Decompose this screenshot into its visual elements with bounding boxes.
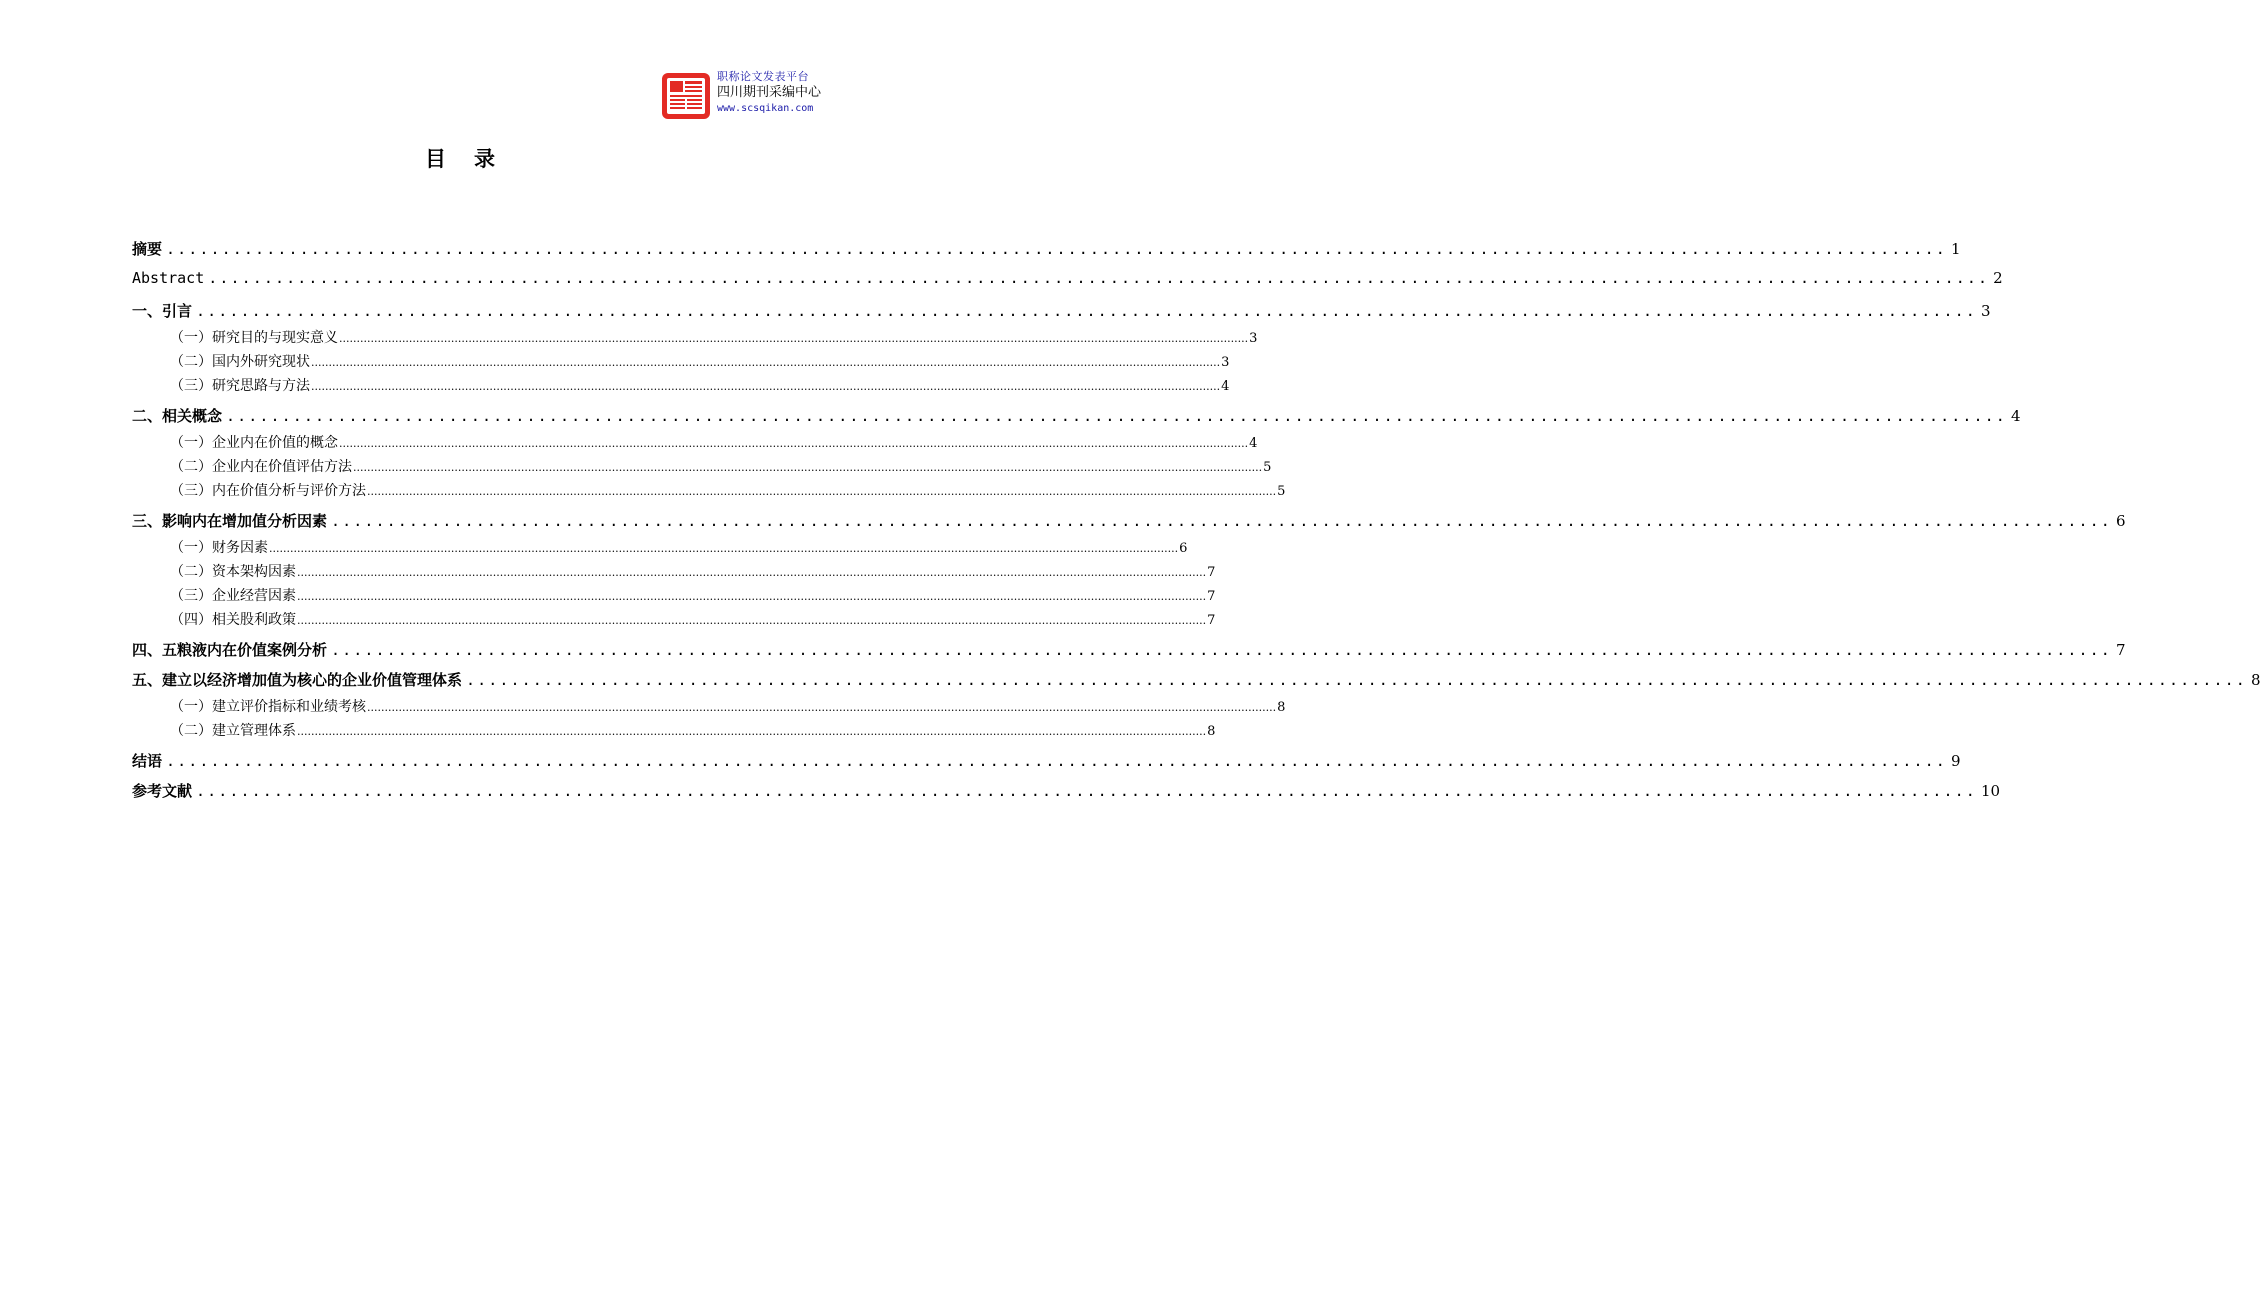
toc-entry-label: （三）内在价值分析与评价方法 [170,483,366,499]
toc-entry[interactable] [132,510,2126,531]
toc-subentry[interactable] [132,327,1258,347]
toc-entry[interactable] [132,639,2126,660]
toc-subentry[interactable] [132,585,1216,605]
toc-page-number: 4 [1221,379,1230,394]
logo-name: 四川期刊采编中心 [717,85,822,100]
toc-page-number: 5 [1263,460,1272,475]
dot-leader: ................................................................................................................................................................ [208,269,1990,287]
dot-leader: .................................................................................................................................................................................................................................................................... [297,614,1207,627]
dot-leader: .................................................................................................................................................................................................................................................................... [297,566,1207,579]
toc-entry-label: （二）国内外研究现状 [170,354,310,370]
toc-page-number: 3 [1980,302,1991,320]
toc-entry[interactable] [132,780,2001,801]
dot-leader: ................................................................................................................................................................ [196,302,1977,320]
toc-page-number: 10 [1980,782,2001,800]
dot-leader: .................................................................................................................................................................................................................................................................... [353,461,1263,474]
dot-leader: .................................................................................................................................................................................................................................................................... [339,437,1249,450]
toc-page-number: 6 [2115,512,2126,530]
toc-subentry[interactable] [132,537,1188,557]
toc-page-number: 6 [1179,541,1188,556]
dot-leader: .................................................................................................................................................................................................................................................................... [297,725,1207,738]
toc-entry-label: 一、引言 [132,302,193,320]
toc-subentry[interactable] [132,720,1216,740]
dot-leader: .................................................................................................................................................................................................................................................................... [367,485,1277,498]
toc-entry-label: 三、影响内在增加值分析因素 [132,512,328,530]
toc-page-number: 7 [1207,613,1216,628]
toc-entry[interactable] [132,238,1961,259]
toc-page-number: 2 [1993,269,2003,287]
newspaper-icon [661,72,711,120]
dot-leader: ................................................................................................................................................................ [331,641,2112,659]
toc-entry-label: （二）建立管理体系 [170,723,296,739]
dot-leader: .................................................................................................................................................................................................................................................................... [311,380,1221,393]
dot-leader: .................................................................................................................................................................................................................................................................... [339,332,1249,345]
toc-subentry[interactable] [132,351,1230,371]
toc-page-number: 4 [1249,436,1258,451]
toc-page-number: 7 [2115,641,2126,659]
toc-entry-label: （一）财务因素 [170,540,268,556]
logo-tagline: 职称论文发表平台 [717,70,809,83]
toc-page-number: 3 [1249,331,1258,346]
toc-entry[interactable] [132,269,2003,287]
toc-entry-label: （二）资本架构因素 [170,564,296,580]
toc-entry[interactable] [132,750,1961,771]
toc-page-number: 7 [1207,589,1216,604]
toc-entry[interactable] [132,300,1991,321]
toc-entry[interactable] [132,669,2260,690]
toc-entry-label: 摘要 [132,240,163,258]
toc-subentry[interactable] [132,456,1272,476]
toc-entry-label: 五、建立以经济增加值为核心的企业价值管理体系 [132,671,463,689]
dot-leader: ................................................................................................................................................................ [166,240,1947,258]
dot-leader: .................................................................................................................................................................................................................................................................... [311,356,1221,369]
dot-leader: ................................................................................................................................................................ [166,752,1947,770]
dot-leader: .................................................................................................................................................................................................................................................................... [367,701,1277,714]
dot-leader: ................................................................................................................................................................ [226,407,2007,425]
toc-page-number: 8 [2250,671,2260,689]
toc-subentry[interactable] [132,480,1286,500]
dot-leader: ................................................................................................................................................................ [331,512,2112,530]
toc-entry-label: （三）企业经营因素 [170,588,296,604]
dot-leader: .................................................................................................................................................................................................................................................................... [297,590,1207,603]
toc-entry-label: （二）企业内在价值评估方法 [170,459,352,475]
toc-page-number: 4 [2010,407,2021,425]
publisher-logo [661,70,901,122]
dot-leader: .................................................................................................................................................................................................................................................................... [269,542,1179,555]
toc-entry-label: 二、相关概念 [132,407,223,425]
toc-entry-label: Abstract [132,269,205,287]
toc-entry-label: 结语 [132,752,163,770]
toc-page-number: 1 [1950,240,1961,258]
dot-leader: ................................................................................................................................................................ [196,782,1977,800]
toc-entry-label: （一）企业内在价值的概念 [170,435,338,451]
toc-entry-label: （一）建立评价指标和业绩考核 [170,699,366,715]
toc-entry-label: 参考文献 [132,782,193,800]
page-title: 目录 [425,147,523,171]
logo-url: www.scsqikan.com [717,103,814,114]
toc-page-number: 3 [1221,355,1230,370]
toc-subentry[interactable] [132,375,1230,395]
dot-leader: ................................................................................................................................................................ [466,671,2247,689]
toc-entry-label: （三）研究思路与方法 [170,378,310,394]
toc-subentry[interactable] [132,609,1216,629]
toc-page-number: 7 [1207,565,1216,580]
toc-page-number: 5 [1277,484,1286,499]
toc-entry[interactable] [132,405,2021,426]
toc-page-number: 8 [1277,700,1286,715]
toc-entry-label: （一）研究目的与现实意义 [170,330,338,346]
toc-subentry[interactable] [132,561,1216,581]
toc-entry-label: 四、五粮液内在价值案例分析 [132,641,328,659]
toc-page-number: 8 [1207,724,1216,739]
toc-subentry[interactable] [132,696,1286,716]
toc-page-number: 9 [1950,752,1961,770]
toc-subentry[interactable] [132,432,1258,452]
toc-entry-label: （四）相关股利政策 [170,612,296,628]
